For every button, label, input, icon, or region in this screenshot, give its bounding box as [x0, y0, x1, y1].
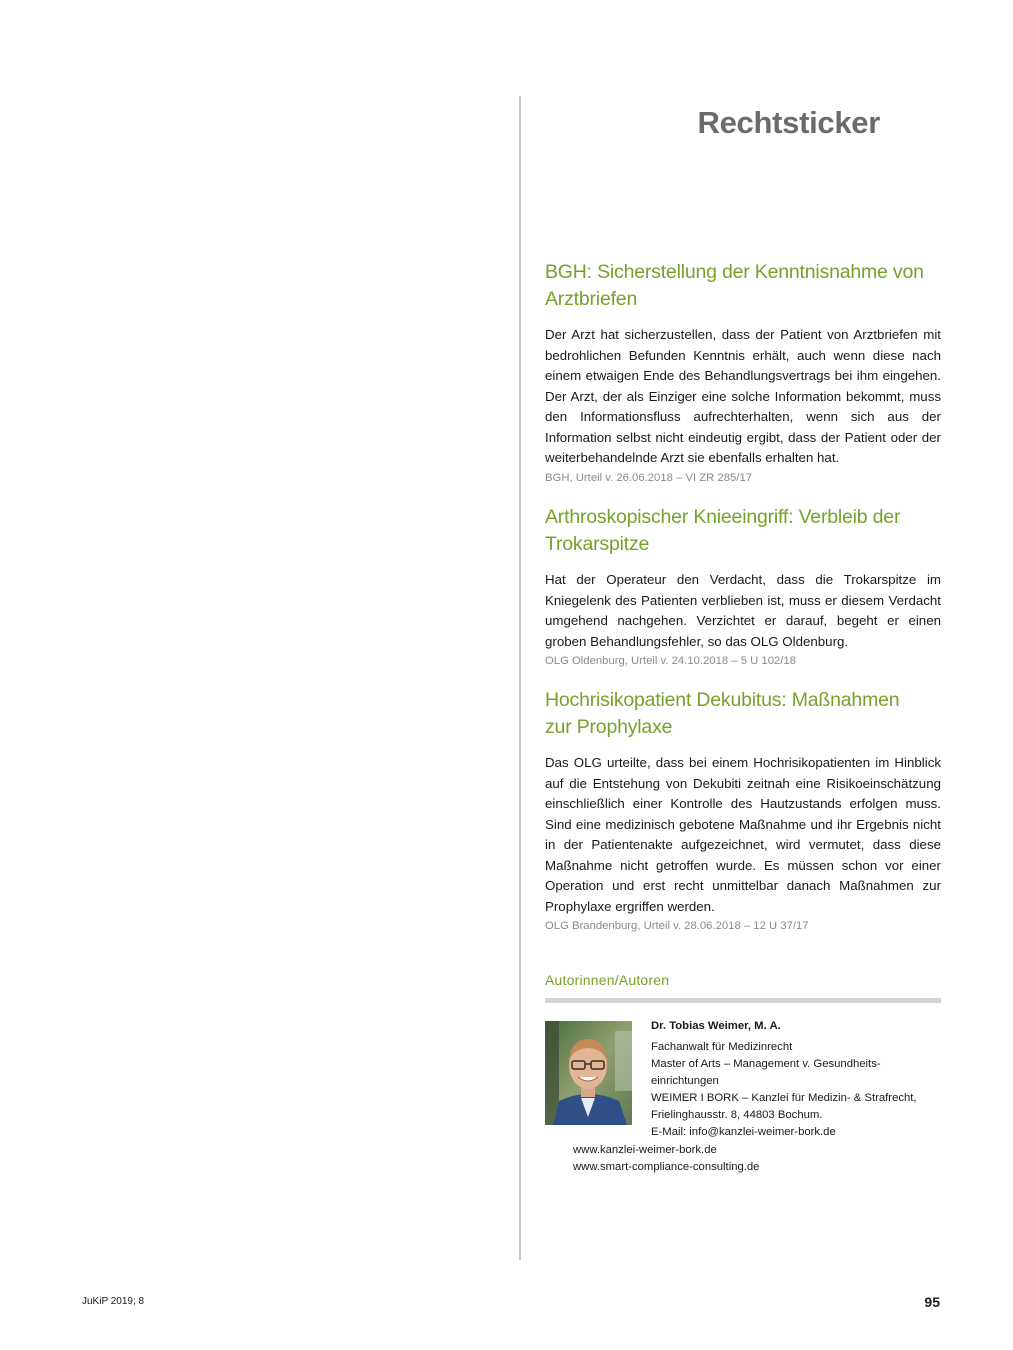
- section-title: Rechtsticker: [697, 105, 880, 140]
- author-detail: einrichtungen: [651, 1075, 719, 1087]
- column-divider: [519, 96, 521, 1260]
- article-citation: BGH, Urteil v. 26.06.2018 – VI ZR 285/17: [545, 471, 753, 484]
- author-links: [573, 1142, 759, 1176]
- article-body: Das OLG urteilte, dass bei einem Hochrisikopatienten im Hinblick auf die Entstehung von Dekubiti zeitnah eine Risikoeinschätzung einschließlich einer Kontrolle des Hautzustands erfolgen muss. Sind eine medizinisch gebotene Maßnahme und ihr Ergebnis nicht in der Patientenakte aufgezeichnet, wird vermutet, dass diese Maßnahme nicht getroffen wurde. Es müssen schon vor einer Operation und erst recht unmittelbar danach Maßnahmen zur Prophylaxe ergriffen werden.: [545, 755, 941, 914]
- author-name: Dr. Tobias Weimer, M. A.: [651, 1020, 781, 1032]
- article-title-line: Hochrisikopatient Dekubitus: Maßnahmen: [545, 689, 900, 711]
- article-title: [545, 687, 941, 741]
- article-body: Der Arzt hat sicherzustellen, dass der Patient von Arztbriefen mit bedrohlichen Befunden Kenntnis erhält, auch wenn diese nach einem etwaigen Ende des Behandlungsvertrags bei ihm eingehen. Der Arzt, der als Einziger eine solche Information bekommt, muss den Informationsfluss aufrechterhalten, wenn sich aus der Information selbst nicht eindeutig ergibt, dass der Patient oder der weiterbehandelnde Arzt sie ebenfalls erhalten hat.: [545, 327, 941, 465]
- article-1: [545, 259, 941, 487]
- article-title: [545, 504, 941, 558]
- article-title-line: BGH: Sicherstellung der Kenntnisnahme von: [545, 261, 924, 283]
- author-detail: Master of Arts – Management v. Gesundheits-: [651, 1058, 881, 1070]
- author-detail: Fachanwalt für Medizinrecht: [651, 1041, 793, 1053]
- author-email[interactable]: E-Mail: info@kanzlei-weimer-bork.de: [651, 1126, 836, 1138]
- article-citation: OLG Oldenburg, Urteil v. 24.10.2018 – 5 U 102/18: [545, 655, 796, 667]
- authors-divider: [545, 998, 941, 1003]
- authors-heading: Autorinnen/Autoren: [545, 972, 670, 988]
- article-title-line: Arthroskopischer Knieeingriff: Verbleib der: [545, 506, 901, 528]
- article-title-line: Trokarspitze: [545, 533, 650, 555]
- author-detail: Frielinghausstr. 8, 44803 Bochum.: [651, 1109, 823, 1121]
- article-3: [545, 687, 941, 935]
- author-photo: [545, 1021, 632, 1125]
- article-title-line: Arztbriefen: [545, 288, 638, 310]
- article-2: [545, 504, 941, 670]
- author-info: [651, 1018, 941, 1141]
- article-title: [545, 259, 941, 313]
- author-website-link[interactable]: www.smart-compliance-consulting.de: [573, 1161, 760, 1173]
- article-body: Hat der Operateur den Verdacht, dass die Trokarspitze im Kniegelenk des Patienten verblieben ist, muss er diesem Verdacht umgehend nachgehen. Verzichtet er darauf, begeht er einen groben Behandlungsfehler, so das OLG Oldenburg.: [545, 572, 941, 649]
- article-title-line: zur Prophylaxe: [545, 716, 673, 738]
- footer-journal: JuKiP 2019; 8: [82, 1296, 145, 1307]
- author-detail: WEIMER I BORK – Kanzlei für Medizin- & Strafrecht,: [651, 1092, 917, 1104]
- author-website-link[interactable]: www.kanzlei-weimer-bork.de: [573, 1144, 717, 1156]
- page-number: 95: [924, 1294, 940, 1310]
- article-citation: OLG Brandenburg, Urteil v. 28.06.2018 – 12 U 37/17: [545, 920, 809, 932]
